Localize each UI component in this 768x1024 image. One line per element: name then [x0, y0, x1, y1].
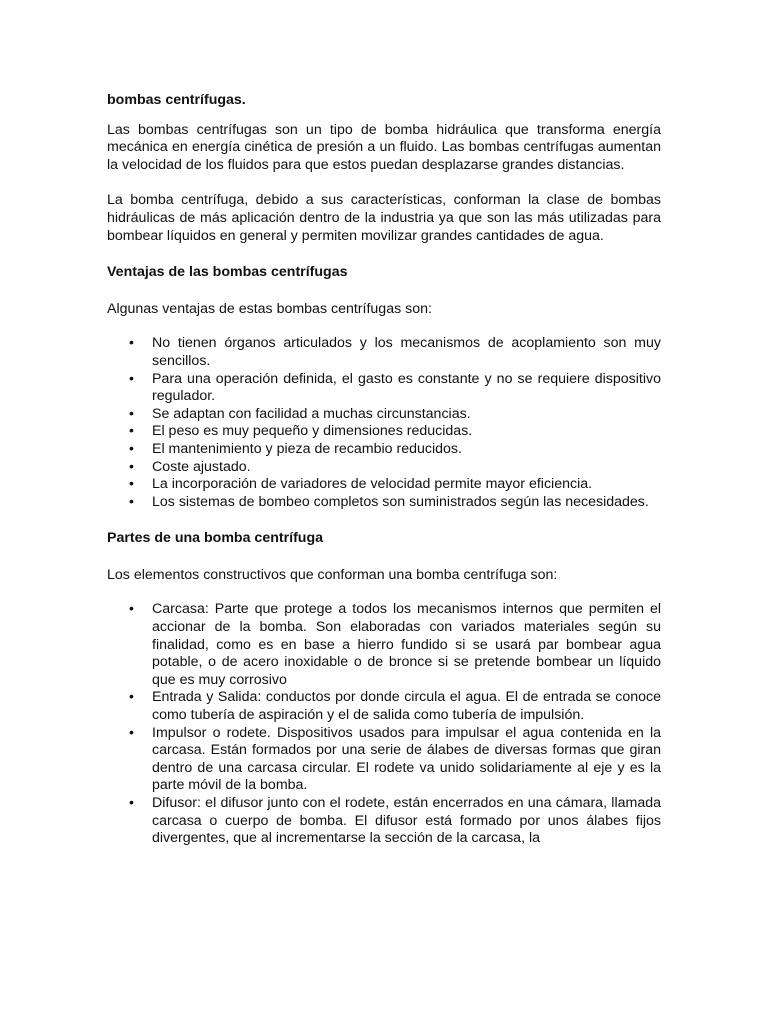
- list-item-text: Difusor: el difusor junto con el rodete, están encerrados en una cámara, llamada carcasa o cuerpo de bomba. El difusor está formado por unos álabes fijos divergentes, que al incrementarse la sección de la carcasa, la: [152, 795, 661, 847]
- list-item-text: Impulsor o rodete. Dispositivos usados para impulsar el agua contenida en la carcasa. Están formados por una serie de álabes de diversas formas que giran dentro de una carcasa circular. El rodete va unido solidariamente al eje y es la parte móvil de la bomba.: [152, 724, 661, 794]
- list-item-text: Entrada y Salida: conductos por donde circula el agua. El de entrada se conoce como tubería de aspiración y el de salida como tubería de impulsión.: [152, 689, 661, 724]
- bullet-icon: •: [129, 724, 134, 741]
- document-title: bombas centrífugas.: [107, 92, 246, 108]
- list-item: [107, 335, 661, 370]
- bullet-icon: •: [129, 440, 134, 457]
- intro-paragraph: Las bombas centrífugas son un tipo de bomba hidráulica que transforma energía mecánica en energía cinética de presión a un fluido. Las bombas centrífugas aumentan la velocidad de los fluidos para que estos puedan desplazarse grandes distancias.: [107, 121, 661, 173]
- list-item-text: Los sistemas de bombeo completos son suministrados según las necesidades.: [152, 493, 649, 510]
- bullet-icon: •: [129, 493, 134, 510]
- list-item-text: La incorporación de variadores de velocidad permite mayor eficiencia.: [152, 476, 593, 493]
- list-item: [107, 441, 661, 459]
- partes-list: [107, 601, 661, 847]
- bullet-icon: •: [129, 689, 134, 706]
- list-item: [107, 423, 661, 441]
- bullet-icon: •: [129, 423, 134, 440]
- list-item-text: El mantenimiento y pieza de recambio reducidos.: [152, 440, 462, 457]
- list-item: [107, 459, 661, 477]
- list-item-text: Coste ajustado.: [152, 458, 251, 475]
- list-item: [107, 725, 661, 795]
- bullet-icon: •: [129, 476, 134, 493]
- section-heading-ventajas: Ventajas de las bombas centrífugas: [107, 264, 348, 281]
- list-item: [107, 406, 661, 424]
- list-item: [107, 601, 661, 689]
- list-item: [107, 371, 661, 406]
- section-intro-partes: Los elementos constructivos que conforman una bomba centrífuga son:: [107, 566, 558, 583]
- section-heading-partes: Partes de una bomba centrífuga: [107, 530, 324, 547]
- bullet-icon: •: [129, 335, 134, 352]
- bullet-icon: •: [129, 795, 134, 811]
- intro-paragraph: La bomba centrífuga, debido a sus características, conforman la clase de bombas hidráulicas de más aplicación dentro de la industria ya que son las más utilizadas para bombear líquidos en general y permiten movilizar grandes cantidades de agua.: [107, 192, 661, 244]
- document-page: [107, 92, 661, 848]
- list-item: [107, 795, 661, 848]
- bullet-icon: •: [129, 405, 134, 422]
- list-item: [107, 494, 661, 512]
- list-item: [107, 476, 661, 494]
- ventajas-list: [107, 335, 661, 511]
- list-item-text: El peso es muy pequeño y dimensiones reducidas.: [152, 423, 473, 440]
- section-intro-ventajas: Algunas ventajas de estas bombas centrífugas son:: [107, 300, 432, 317]
- list-item-text: Para una operación definida, el gasto es constante y no se requiere dispositivo regulador.: [152, 370, 661, 405]
- list-item: [107, 689, 661, 724]
- list-item-text: Carcasa: Parte que protege a todos los mecanismos internos que permiten el accionar de la bomba. Son elaboradas con variados materiales según su finalidad, como es en base a hierro fundido si se usará par bombear agua potable, o de acero inoxidable o de bronce si se pretende bombear un líquido que es muy corrosivo: [152, 601, 661, 688]
- bullet-icon: •: [129, 601, 134, 618]
- list-item-text: Se adaptan con facilidad a muchas circunstancias.: [152, 405, 471, 422]
- bullet-icon: •: [129, 370, 134, 387]
- bullet-icon: •: [129, 458, 134, 475]
- list-item-text: No tienen órganos articulados y los mecanismos de acoplamiento son muy sencillos.: [152, 335, 661, 369]
